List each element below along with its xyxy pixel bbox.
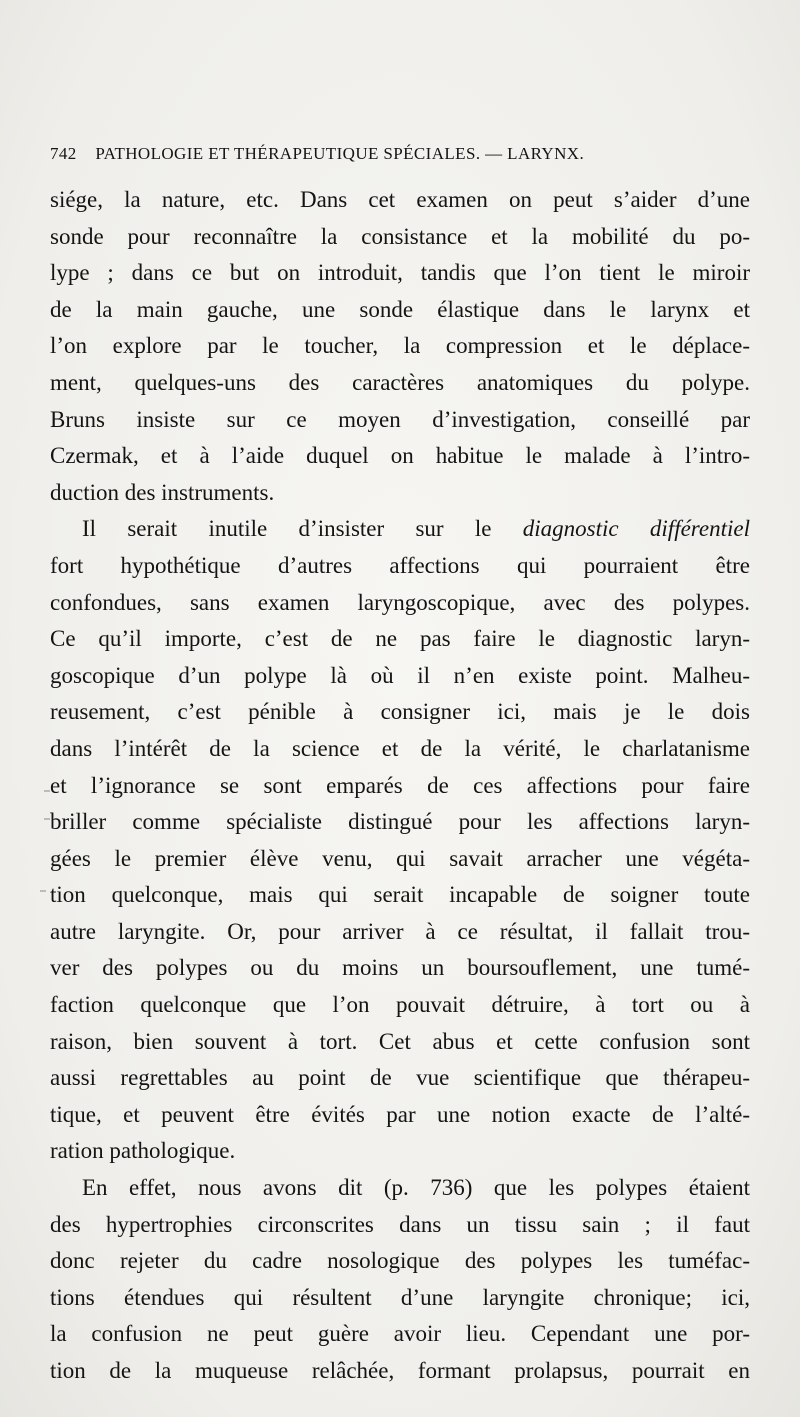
text-line: ver des polypes ou du moins un boursouflement, une tumé- [50, 955, 750, 981]
text-line: duction des instruments. [50, 479, 275, 505]
page-number: 742 [50, 144, 77, 163]
text-line: tique, et peuvent être évités par une notion exacte de l’alté- [50, 1101, 750, 1127]
body-text [50, 182, 750, 1390]
text-line: goscopique d’un polype là où il n’en existe point. Malheu- [50, 662, 750, 688]
text-line: Ce qu’il importe, c’est de ne pas faire le diagnostic laryn- [50, 626, 750, 652]
text-line: dans l’intérêt de la science et de la vérité, le charlatanisme [50, 735, 750, 761]
running-title: PATHOLOGIE ET THÉRAPEUTIQUE SPÉCIALES. — LARYNX. [95, 144, 585, 163]
text-line: ration pathologique. [50, 1138, 236, 1164]
text-line: fort hypothétique d’autres affections qui pourraient être [50, 552, 750, 578]
text-line: En effet, nous avons dit (p. 736) que les polypes étaient [82, 1175, 750, 1201]
margin-speck [44, 790, 50, 792]
text-line: gées le premier élève venu, qui savait arracher une végéta- [50, 845, 750, 871]
text-line: de la main gauche, une sonde élastique dans le larynx et [50, 296, 750, 322]
text-line: faction quelconque que l’on pouvait détruire, à tort ou à [50, 992, 750, 1018]
text-line: l’on explore par le toucher, la compression et le déplace- [50, 333, 750, 359]
text-line: aussi regrettables au point de vue scientifique que thérapeu- [50, 1065, 750, 1091]
text-line: tions étendues qui résultent d’une laryngite chronique; ici, [50, 1284, 750, 1310]
text-line: briller comme spécialiste distingué pour les affections laryn- [50, 809, 750, 835]
text-line: et l’ignorance se sont emparés de ces affections pour faire [50, 772, 750, 798]
text-line: autre laryngite. Or, pour arriver à ce résultat, il fallait trou- [50, 918, 750, 944]
paragraph [50, 182, 750, 511]
paragraph [50, 1170, 750, 1390]
running-header [50, 144, 750, 164]
text-line: Bruns insiste sur ce moyen d’investigation, conseillé par [50, 406, 750, 432]
margin-speck [44, 818, 50, 820]
text-line: ment, quelques-uns des caractères anatomiques du polype. [50, 369, 750, 395]
text-line: tion quelconque, mais qui serait incapable de soigner toute [50, 882, 750, 908]
margin-speck [40, 890, 46, 892]
text-segment: Il serait inutile d’insister sur le [82, 516, 523, 542]
text-line: raison, bien souvent à tort. Cet abus et cette confusion sont [50, 1028, 750, 1054]
text-line: Czermak, et à l’aide duquel on habitue le malade à l’intro- [50, 443, 750, 469]
text-line: confondues, sans examen laryngoscopique, avec des polypes. [50, 589, 750, 615]
text-line: des hypertrophies circonscrites dans un tissu sain ; il faut [50, 1211, 750, 1237]
text-line: sonde pour reconnaître la consistance et la mobilité du po- [50, 223, 750, 249]
text-line [50, 511, 750, 548]
text-line: reusement, c’est pénible à consigner ici, mais je le dois [50, 699, 750, 725]
text-line: lype ; dans ce but on introduit, tandis que l’on tient le miroir [50, 260, 750, 286]
paragraph [50, 511, 750, 1170]
text-line: donc rejeter du cadre nosologique des polypes les tuméfac- [50, 1248, 750, 1274]
text-line: tion de la muqueuse relâchée, formant prolapsus, pourrait en [50, 1358, 750, 1383]
text-line: siége, la nature, etc. Dans cet examen on peut s’aider d’une [50, 187, 750, 212]
text-line: la confusion ne peut guère avoir lieu. Cependant une por- [50, 1321, 750, 1347]
italic-term: diagnostic différentiel [522, 516, 750, 542]
